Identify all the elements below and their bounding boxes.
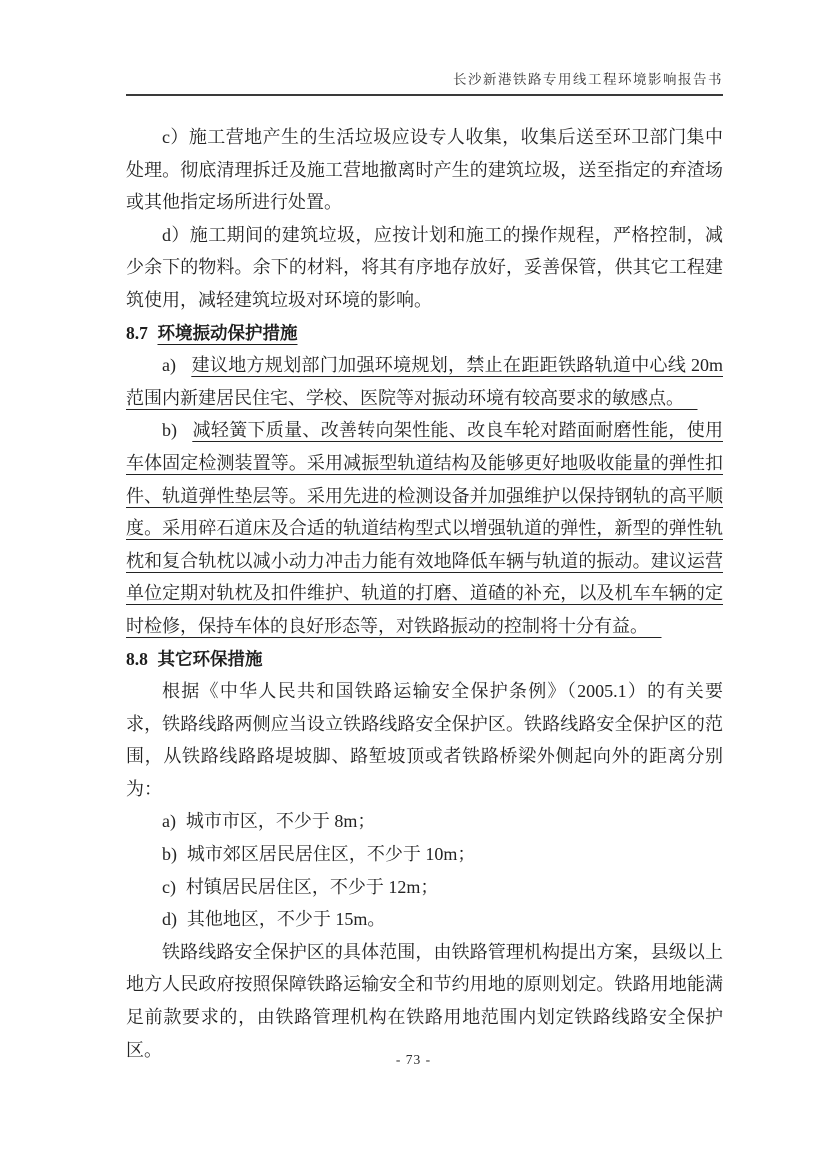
page-header xyxy=(126,0,723,96)
header-rule xyxy=(126,94,723,96)
zone-item-c-text: 村镇居民居住区，不少于 12m； xyxy=(185,876,439,897)
zone-item-b xyxy=(126,838,723,871)
paragraph-protection-zone-final: 铁路线路安全保护区的具体范围，由铁路管理机构提出方案，县级以上地方人民政府按照保障铁路运输安全和节约用地的原则划定。铁路用地能满足前款要求的，由铁路管理机构在铁路用地范围内划定铁路线路安全保护区。 xyxy=(126,941,723,1060)
document-content xyxy=(126,121,723,1066)
vibration-item-a xyxy=(126,349,723,414)
section-title-8-8: 其它环保措施 xyxy=(157,648,263,669)
zone-item-d xyxy=(126,903,723,936)
zone-item-d-text: 其他地区，不少于 15m。 xyxy=(186,909,386,930)
page-number: - 73 - xyxy=(395,1052,432,1067)
zone-item-a xyxy=(126,805,723,838)
zone-item-c-label: c) xyxy=(162,876,176,897)
section-title-8-7: 环境振动保护措施 xyxy=(157,322,298,343)
zone-item-a-text: 城市市区，不少于 8m； xyxy=(185,811,376,832)
paragraph-regulation-basis: 根据《中华人民共和国铁路运输安全保护条例》（2005.1）的有关要求，铁路线路两侧应当设立铁路线路安全保护区。铁路线路安全保护区的范围，从铁路线路路堤坡脚、路堑坡顶或者铁路桥梁外侧起向外的距离分别为： xyxy=(126,681,723,799)
zone-item-d-label: d) xyxy=(162,909,177,930)
vibration-item-b-text: 减轻簧下质量、改善转向架性能、改良车轮对踏面耐磨性能，使用车体固定检测装置等。采用减振型轨道结构及能够更好地吸收能量的弹性扣件、轨道弹性垫层等。采用先进的检测设备并加强维护以保持钢轨的高平顺度。采用碎石道床及合适的轨道结构型式以增强轨道的弹性，新型的弹性轨枕和复合轨枕以减小动力冲击力能有效地降低车辆与轨道的振动。建议运营单位定期对轨枕及扣件维护、轨道的打磨、道碴的补充，以及机车车辆的定时检修，保持车体的良好形态等，对铁路振动的控制将十分有益。 xyxy=(126,420,723,636)
zone-item-a-label: a) xyxy=(162,811,176,832)
section-number-8-7: 8.7 xyxy=(126,322,148,343)
zone-item-b-text: 城市郊区居民居住区，不少于 10m； xyxy=(186,844,476,865)
paragraph-construction-waste-c: c）施工营地产生的生活垃圾应设专人收集，收集后送至环卫部门集中处理。彻底清理拆迁及施工营地撤离时产生的建筑垃圾，送至指定的弃渣场或其他指定场所进行处置。 xyxy=(126,127,723,213)
zone-item-c xyxy=(126,871,723,904)
section-number-8-8: 8.8 xyxy=(126,648,148,669)
zone-item-b-label: b) xyxy=(162,844,177,865)
section-heading-8-7 xyxy=(126,317,723,350)
section-heading-8-8 xyxy=(126,643,723,676)
paragraph-construction-waste-d: d）施工期间的建筑垃圾，应按计划和施工的操作规程，严格控制，减少余下的物料。余下的材料，将其有序地存放好，妥善保管，供其它工程建筑使用，减轻建筑垃圾对环境的影响。 xyxy=(126,224,723,310)
header-title: 长沙新港铁路专用线工程环境影响报告书 xyxy=(453,72,723,87)
vibration-item-a-text: 建议地方规划部门加强环境规划，禁止在距距铁路轨道中心线 20m 范围内新建居民住宅、学校、医院等对振动环境有较高要求的敏感点。 xyxy=(126,355,723,408)
vibration-item-b-label: b) xyxy=(162,420,177,441)
vibration-item-b xyxy=(126,414,723,642)
vibration-item-a-label: a) xyxy=(162,355,176,376)
